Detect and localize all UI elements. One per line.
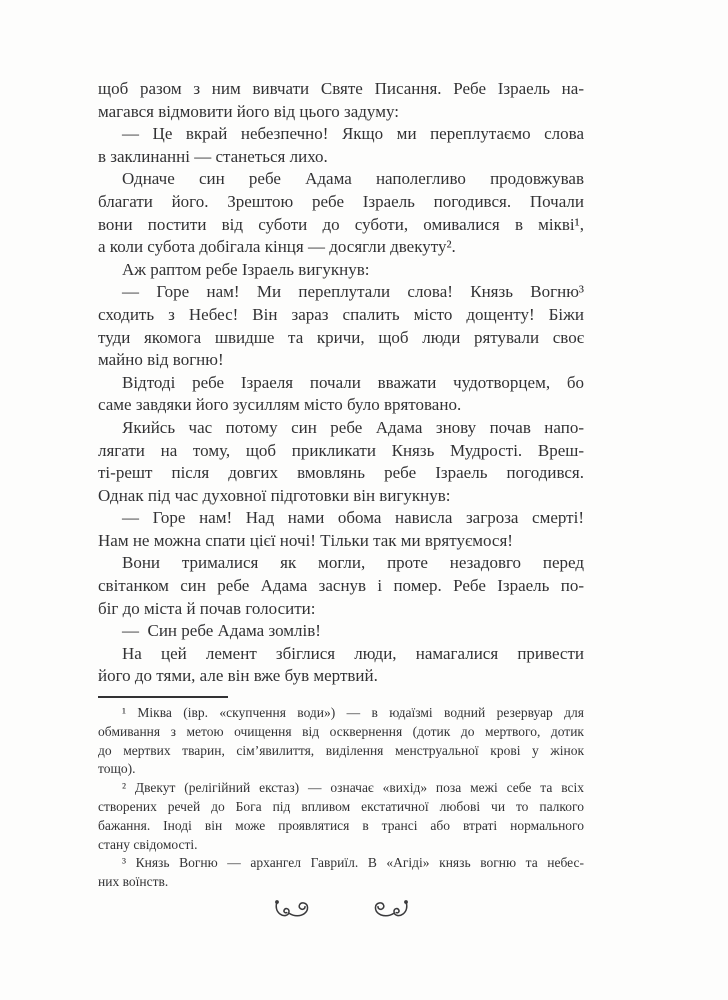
paragraph [98,552,584,620]
paragraph [98,168,584,258]
text-line: — Горе нам! Над нами обома нависла загроза смерті! [122,508,584,528]
text-line: Якийсь час потому син ребе Адама знову почав напо- [122,417,584,437]
text-line: Аж раптом ребе Ізраель вигукнув: [122,259,370,279]
paragraph [98,620,584,643]
text-line: Однак під час духовної підготовки він вигукнув: [98,485,451,505]
text-line: благати його. Зрештою ребе Ізраель погодився. Почали [98,191,584,211]
text-line: — Син ребе Адама зомлів! [122,621,321,641]
paragraph [98,507,584,552]
footnote-line: обмивання з метою очищення від осквернення (дотик до мертвого, дотик [98,723,584,739]
text-line: — Горе нам! Ми переплутали слова! Князь Вогню³ [122,282,584,302]
footnote [98,779,584,854]
footnote [98,704,584,779]
footnote-line: ¹ Міква (івр. «скупчення води») — в юдаїзмі водний резервуар для [122,705,584,721]
text-line: Відтоді ребе Ізраеля почали вважати чудотворцем, бо [122,372,584,392]
text-line: сходить з Небес! Він зараз спалить місто дощенту! Біжи [98,304,584,324]
text-line: магався відмовити його від цього задуму: [98,101,399,121]
calligraphic-flourish-left-icon [272,898,318,919]
footnote [98,854,584,892]
text-line: щоб разом з ним вивчати Святе Писання. Ребе Ізраель на- [98,79,584,98]
paragraph [98,417,584,507]
ornament-row [98,898,584,919]
text-line: На цей лемент збіглися люди, намагалися привести [122,643,584,663]
footnote-line: створених речей до Бога під впливом екстатичної любові чи то палкого [98,799,584,815]
text-line: лягати на тому, щоб прикликати Князь Мудрості. Вреш- [98,440,584,460]
footnote-separator [98,696,228,698]
footnote-line: ³ Князь Вогню — архангел Гавриїл. В «Агіді» князь вогню та небес- [122,855,584,871]
main-text [98,78,584,688]
text-line: біг до міста й почав голосити: [98,598,316,618]
text-line: в заклинанні — станеться лихо. [98,146,328,166]
text-line: вони постити від суботи до суботи, омивалися в мікві¹, [98,214,584,234]
footnote-line: бажання. Іноді він може проявлятися в трансі або втраті нормального [98,817,584,833]
text-line: майно від вогню! [98,350,224,370]
footnote-line: них воїнств. [98,874,169,890]
footnotes [98,704,584,892]
text-line: ті-решт після довгих вмовлянь ребе Ізраель погодився. [98,463,584,483]
text-line: туди якомога швидше та кричи, щоб люди рятували своє [98,327,584,347]
paragraph [98,123,584,168]
paragraph [98,259,584,282]
text-line: Вони трималися як могли, проте незадовго перед [122,553,584,573]
paragraph [98,372,584,417]
footnote-line: стану свідомості. [98,836,198,852]
text-line: Нам не можна спати цієї ночі! Тільки так ми врятуємося! [98,530,513,550]
page-text-block [98,78,584,919]
text-line: світанком син ребе Адама заснув і помер. Ребе Ізраель по- [98,576,584,596]
footnote-line: до мертвих тварин, сім’явилиття, виділення менструальної крові у жінок [98,742,584,758]
text-line: саме завдяки його зусиллям місто було врятовано. [98,395,462,415]
footnote-line: тощо). [98,761,136,777]
paragraph [98,643,584,688]
paragraph [98,78,584,123]
text-line: — Це вкрай небезпечно! Якщо ми переплутаємо слова [122,124,584,144]
text-line: а коли субота добігала кінця — досягли двекуту². [98,237,456,257]
calligraphic-flourish-right-icon [365,898,411,919]
text-line: його до тями, але він вже був мертвий. [98,666,378,686]
footnote-line: ² Двекут (релігійний екстаз) — означає «вихід» поза межі себе та всіх [122,780,584,796]
paragraph [98,281,584,371]
text-line: Одначе син ребе Адама наполегливо продовжував [122,169,584,189]
